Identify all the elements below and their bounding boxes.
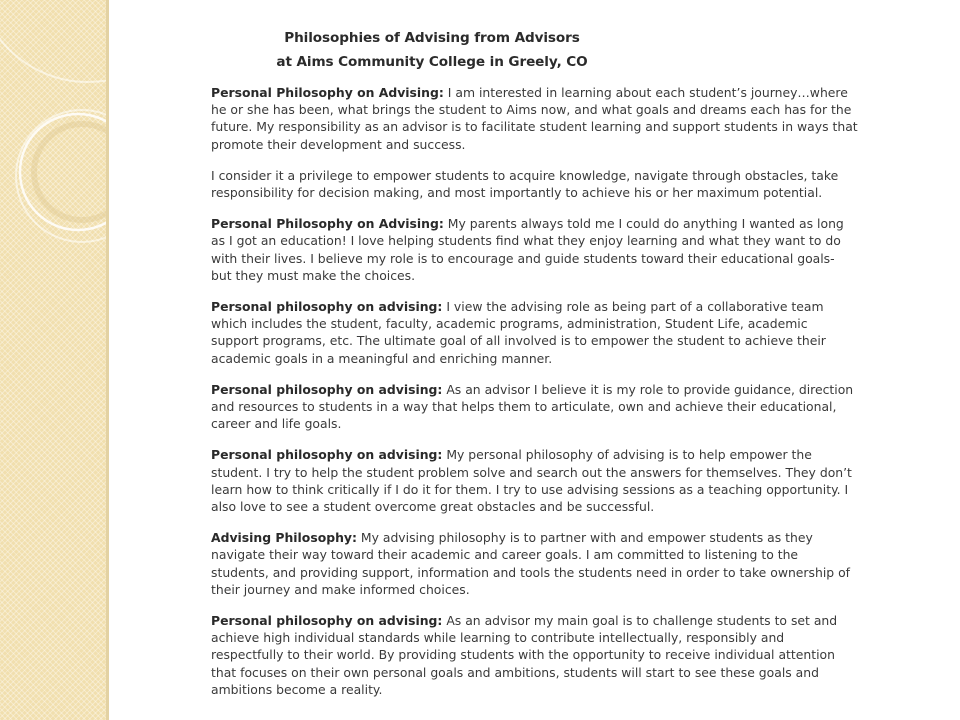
philosophy-entry xyxy=(211,215,859,284)
entry-text: I consider it a privilege to empower students to acquire knowledge, navigate through obstacles, take responsibility for decision making, and most importantly to achieve his or her maximum potential. xyxy=(211,167,839,201)
entry-text: As an advisor my main goal is to challenge students to set and achieve high individual standards while learning to contribute intellectually, responsibly and respectfully to their world. By providing students with the opportunity to receive individual attention that focuses on their own personal goals and ambitions, students will start to see these goals and ambitions become a reality. xyxy=(211,613,838,697)
entry-text: As an advisor I believe it is my role to provide guidance, direction and resources to students in a way that helps them to articulate, own and achieve their educational, career and life goals. xyxy=(211,381,854,432)
entry-label: Personal philosophy on advising: xyxy=(211,381,443,397)
entry-label: Personal philosophy on advising: xyxy=(211,447,443,463)
philosophy-entry xyxy=(211,381,859,433)
decorative-arcs xyxy=(0,0,106,720)
entry-label: Personal philosophy on advising: xyxy=(211,299,443,315)
philosophy-entry xyxy=(211,298,859,367)
philosophy-entry xyxy=(211,84,859,153)
entry-text: My advising philosophy is to partner with and empower students as they navigate their way toward their academic and career goals. I am committed to listening to the students, and providing support, information and tools the students need in order to take ownership of their journey and make informed choices. xyxy=(211,530,851,597)
entry-label: Personal Philosophy on Advising: xyxy=(211,216,444,232)
title-line-1: Philosophies of Advising from Advisors xyxy=(284,30,580,46)
entry-label: Personal philosophy on advising: xyxy=(211,613,443,629)
philosophy-entry xyxy=(211,612,859,698)
entry-text: My personal philosophy of advising is to help empower the student. I try to help the student problem solve and search out the answers for themselves. They don’t learn how to think critically if I do it for them. I try to use advising sessions as a teaching opportunity. I also love to see a student overcome great obstacles and be successful. xyxy=(211,447,852,515)
philosophy-entries xyxy=(211,84,859,712)
philosophy-entry xyxy=(211,529,859,598)
title-line-2: at Aims Community College in Greely, CO xyxy=(276,54,588,70)
entry-label: Personal Philosophy on Advising: xyxy=(211,85,444,100)
entry-label: Advising Philosophy: xyxy=(211,530,357,546)
sidebar-divider xyxy=(106,0,109,720)
entry-text: I am interested in learning about each student’s journey…where he or she has been, what brings the student to Aims now, and what goals and dreams each has for the future. My responsibility as an advisor is to facilitate student learning and support students in ways that promote their development and success. xyxy=(211,85,858,152)
philosophy-entry xyxy=(211,167,859,201)
entry-text: I view the advising role as being part of a collaborative team which includes the student, faculty, academic programs, administration, Student Life, academic support programs, etc. The ultimate goal of all involved is to empower the student to achieve their academic goals in a meaningful and enriching manner. xyxy=(211,299,826,366)
document-title xyxy=(250,26,614,74)
decorative-sidebar xyxy=(0,0,106,720)
philosophy-entry xyxy=(211,446,859,515)
entry-text: My parents always told me I could do anything I wanted as long as I got an education! I love helping students find what they enjoy learning and what they want to do with their lives. I believe my role is to encourage and guide students toward their educational goals- but they must make the choices. xyxy=(211,216,844,283)
